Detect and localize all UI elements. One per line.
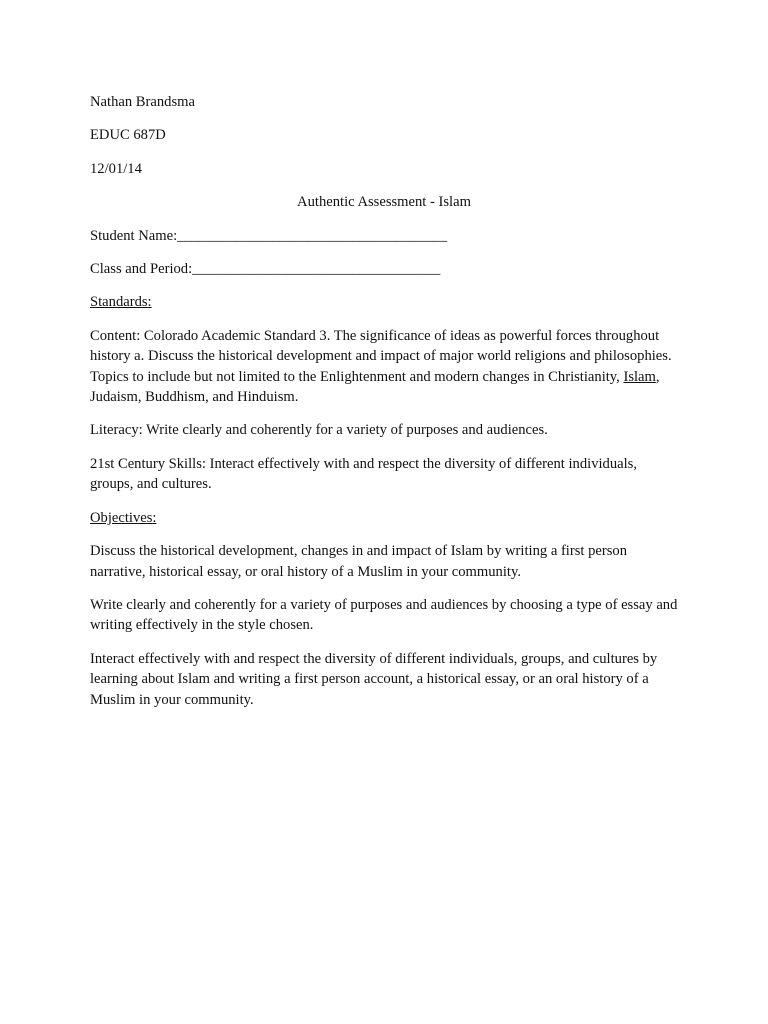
content-standard-tail: , Judaism, Buddhism, and Hinduism. <box>90 368 660 406</box>
content-standard-text: Content: Colorado Academic Standard 3. The significance of ideas as powerful forces throughout history a. Discuss the historical development and impact of major world religions and philosophies. Topics to include but not limited to the Enlightenment and modern changes in Christianity, <box>90 327 672 385</box>
century-skills-paragraph: 21st Century Skills: Interact effectively with and respect the diversity of different individuals, groups, and cultures. <box>90 455 637 493</box>
student-name-field: Student Name:_____________________________________ <box>90 227 448 244</box>
document-date: 12/01/14 <box>90 160 142 177</box>
content-standard-underlined: Islam <box>623 368 656 385</box>
content-standard-paragraph <box>90 326 680 408</box>
document-title: Authentic Assessment - Islam <box>297 194 471 211</box>
objective-paragraph-1: Discuss the historical development, changes in and impact of Islam by writing a first person narrative, historical essay, or oral history of a Muslim in your community. <box>90 543 628 580</box>
objectives-heading <box>90 508 680 528</box>
class-period-field: Class and Period:__________________________________ <box>90 261 441 278</box>
literacy-standard-paragraph: Literacy: Write clearly and coherently for a variety of purposes and audiences. <box>90 422 548 439</box>
course-code: EDUC 687D <box>90 127 166 144</box>
standards-heading-text: Standards: <box>90 294 152 311</box>
standards-heading <box>90 292 680 312</box>
document-body <box>90 92 680 723</box>
objective-paragraph-3: Interact effectively with and respect the diversity of different individuals, groups, and cultures by learning about Islam and writing a first person account, a historical essay, or an oral history of a Muslim in your community. <box>90 650 658 708</box>
author-name: Nathan Brandsma <box>90 94 195 110</box>
objective-paragraph-2: Write clearly and coherently for a variety of purposes and audiences by choosing a type of essay and writing effectively in the style chosen. <box>90 596 678 634</box>
objectives-heading-text: Objectives: <box>90 509 157 526</box>
